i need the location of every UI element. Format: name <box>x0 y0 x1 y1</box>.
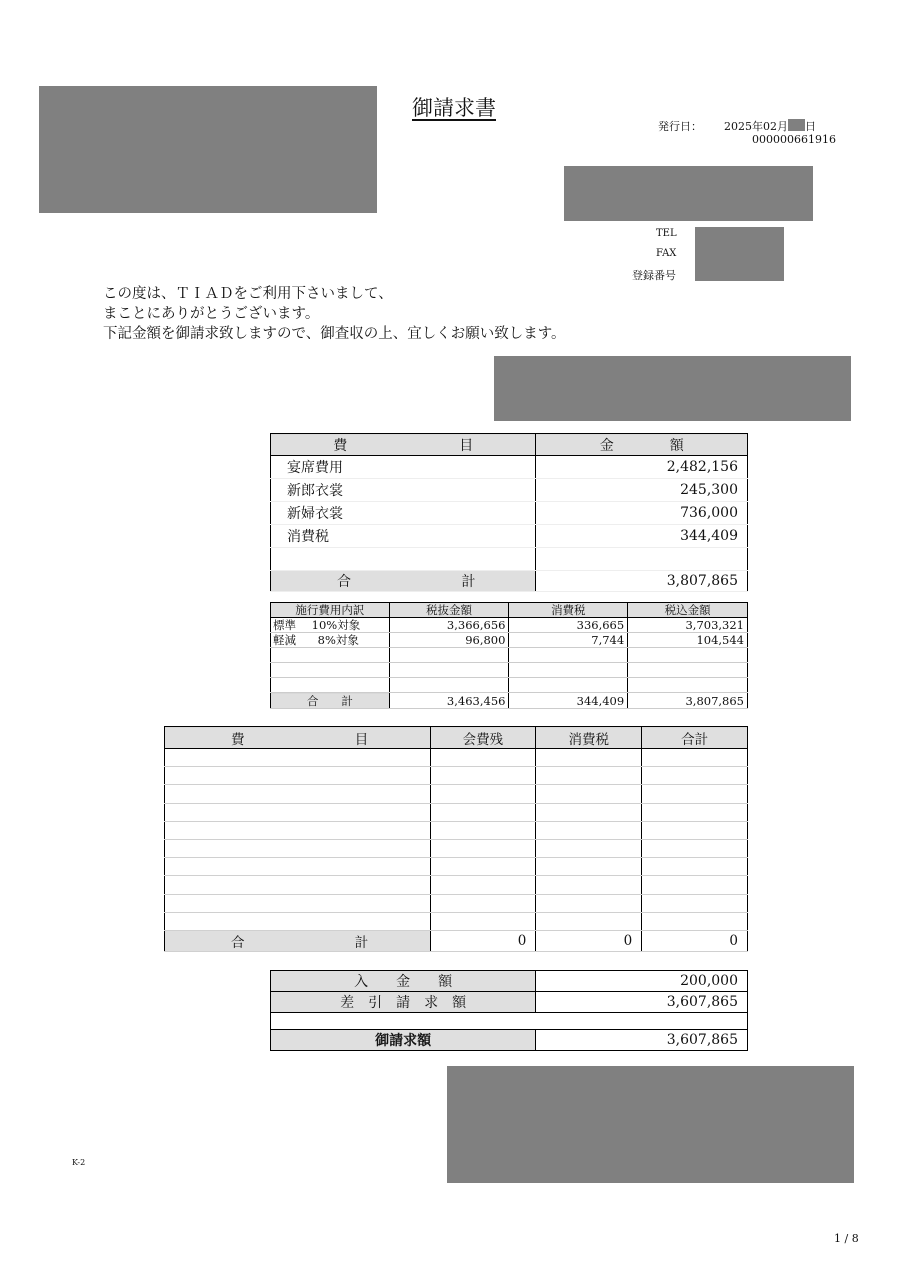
empty-cell <box>389 678 509 693</box>
fee-table-body <box>165 749 748 931</box>
tax-rate: 8%対象 <box>317 633 359 647</box>
empty-cell <box>642 749 748 767</box>
table-row <box>271 633 748 648</box>
table-row <box>165 767 748 785</box>
table-row <box>165 749 748 767</box>
breakdown-type <box>271 618 390 633</box>
greeting-text <box>103 284 566 344</box>
item-amount: 2,482,156 <box>536 456 748 479</box>
breakdown-type <box>271 633 390 648</box>
issue-date-label: 発行日： <box>658 120 702 133</box>
deposit-label: 入 金 額 <box>271 971 536 992</box>
redacted-day <box>788 119 805 131</box>
empty-cell <box>642 894 748 912</box>
empty-cell <box>628 663 748 678</box>
empty-cell <box>642 785 748 803</box>
empty-cell <box>642 839 748 857</box>
fee-total-label <box>165 930 431 951</box>
tax-breakdown-table <box>270 602 748 709</box>
empty-cell <box>271 648 390 663</box>
table-row <box>165 803 748 821</box>
table-row <box>165 876 748 894</box>
empty-cell <box>165 767 431 785</box>
redacted-event-info <box>494 356 851 421</box>
deposit-row <box>271 971 748 992</box>
table-row <box>165 821 748 839</box>
tax-type: 標準 <box>273 618 296 632</box>
col-header-balance: 会費残 <box>430 727 536 749</box>
empty-cell <box>642 821 748 839</box>
issue-date-year-month: 2025年02月 <box>724 120 788 133</box>
empty-cell <box>536 912 642 930</box>
col-header-tax: 消費税 <box>536 727 642 749</box>
empty-cell <box>642 767 748 785</box>
empty-cell <box>536 749 642 767</box>
empty-cell <box>165 749 431 767</box>
empty-cell <box>389 663 509 678</box>
empty-cell <box>536 821 642 839</box>
total-amount: 3,807,865 <box>536 571 748 592</box>
empty-cell <box>389 648 509 663</box>
invoice-label: 御請求額 <box>271 1030 536 1051</box>
total-incl: 3,807,865 <box>628 693 748 709</box>
spacer-row <box>271 1013 748 1030</box>
item-label: 宴席費用 <box>271 456 536 479</box>
total-label-2: 計 <box>461 574 476 590</box>
item-amount <box>536 548 748 571</box>
greeting-line: まことにありがとうございます。 <box>103 306 320 322</box>
empty-cell <box>430 749 536 767</box>
issue-date-suffix: 日 <box>805 120 816 133</box>
empty-cell <box>430 858 536 876</box>
item-label: 新婦衣裳 <box>271 502 536 525</box>
empty-cell <box>430 876 536 894</box>
tax-type: 軽減 <box>273 633 296 647</box>
invoice-row <box>271 1030 748 1051</box>
invoice-number: 000000661916 <box>752 133 836 146</box>
total-label-1: 合 <box>231 934 245 951</box>
items-table <box>270 433 748 592</box>
empty-cell <box>430 767 536 785</box>
empty-cell <box>536 785 642 803</box>
balance-amount: 3,607,865 <box>536 992 748 1013</box>
empty-cell <box>165 821 431 839</box>
tel-label: TEL <box>656 228 677 239</box>
table-row <box>271 548 748 571</box>
col-header-sum: 合計 <box>642 727 748 749</box>
redacted-bank-info <box>447 1066 854 1183</box>
total-row <box>165 930 748 951</box>
spacer <box>271 1013 536 1030</box>
empty-cell <box>509 678 628 693</box>
col-header-breakdown: 施行費用内訳 <box>271 603 390 618</box>
col-header-item-1: 費 <box>231 731 245 748</box>
empty-cell <box>642 858 748 876</box>
table-row <box>271 456 748 479</box>
greeting-line: 下記金額を御請求致しますので、御査収の上、宜しくお願い致します。 <box>103 326 566 342</box>
payment-summary-table <box>270 970 748 1051</box>
tax-amount: 7,744 <box>509 633 628 648</box>
deposit-amount: 200,000 <box>536 971 748 992</box>
total-tax: 0 <box>536 930 642 951</box>
empty-cell <box>536 767 642 785</box>
invoice-amount: 3,607,865 <box>536 1030 748 1051</box>
balance-row <box>271 992 748 1013</box>
col-header-amount: 金 額 <box>536 434 748 456</box>
empty-cell <box>642 803 748 821</box>
empty-cell <box>430 839 536 857</box>
empty-cell <box>165 876 431 894</box>
empty-cell <box>536 858 642 876</box>
empty-cell <box>165 839 431 857</box>
empty-cell <box>165 858 431 876</box>
item-amount: 344,409 <box>536 525 748 548</box>
excl-amount: 96,800 <box>389 633 509 648</box>
empty-cell <box>536 894 642 912</box>
col-header-item <box>165 727 431 749</box>
fax-label: FAX <box>656 248 677 259</box>
empty-cell <box>165 912 431 930</box>
table-row <box>271 663 748 678</box>
item-label <box>271 548 536 571</box>
total-label-1: 合 <box>337 574 351 590</box>
empty-cell <box>165 803 431 821</box>
total-excl: 3,463,456 <box>389 693 509 709</box>
incl-amount: 3,703,321 <box>628 618 748 633</box>
empty-cell <box>536 876 642 894</box>
registration-label: 登録番号 <box>632 269 676 282</box>
spacer <box>536 1013 748 1030</box>
empty-cell <box>536 803 642 821</box>
empty-cell <box>271 663 390 678</box>
redacted-company-name <box>564 166 813 221</box>
empty-cell <box>430 785 536 803</box>
tax-rate: 10%対象 <box>311 618 361 632</box>
breakdown-total-label: 合 計 <box>271 693 390 709</box>
item-amount: 245,300 <box>536 479 748 502</box>
table-row <box>165 912 748 930</box>
table-row <box>271 618 748 633</box>
tax-amount: 336,665 <box>509 618 628 633</box>
empty-cell <box>642 912 748 930</box>
table-row <box>271 502 748 525</box>
table-header-row <box>165 727 748 749</box>
col-header-item: 費 目 <box>271 434 536 456</box>
table-row <box>271 648 748 663</box>
empty-cell <box>642 876 748 894</box>
excl-amount: 3,366,656 <box>389 618 509 633</box>
empty-cell <box>430 803 536 821</box>
redacted-recipient-block <box>39 86 377 213</box>
empty-cell <box>165 785 431 803</box>
table-row <box>165 894 748 912</box>
footer-code: K-2 <box>72 1158 86 1167</box>
col-header-item-2: 目 <box>354 731 369 748</box>
redacted-contact-info <box>695 227 784 281</box>
total-row <box>271 693 748 709</box>
fee-table <box>164 726 748 952</box>
col-header-incl: 税込金額 <box>628 603 748 618</box>
total-tax: 344,409 <box>509 693 628 709</box>
table-row <box>165 839 748 857</box>
empty-cell <box>628 648 748 663</box>
item-label: 消費税 <box>271 525 536 548</box>
table-header-row <box>271 603 748 618</box>
table-row <box>165 858 748 876</box>
total-label <box>271 571 536 592</box>
table-row <box>165 785 748 803</box>
balance-label: 差 引 請 求 額 <box>271 992 536 1013</box>
table-header-row <box>271 434 748 456</box>
table-row <box>271 525 748 548</box>
issue-date <box>724 118 816 134</box>
empty-cell <box>430 894 536 912</box>
empty-cell <box>536 839 642 857</box>
total-row <box>271 571 748 592</box>
table-row <box>271 479 748 502</box>
col-header-excl: 税抜金額 <box>389 603 509 618</box>
empty-cell <box>165 894 431 912</box>
col-header-tax: 消費税 <box>509 603 628 618</box>
empty-cell <box>271 678 390 693</box>
empty-cell <box>430 912 536 930</box>
empty-cell <box>509 648 628 663</box>
item-label: 新郎衣裳 <box>271 479 536 502</box>
greeting-line: この度は、ＴＩＡＤをご利用下さいまして、 <box>103 286 393 302</box>
empty-cell <box>628 678 748 693</box>
page-title: 御請求書 <box>412 96 496 120</box>
empty-cell <box>430 821 536 839</box>
total-balance: 0 <box>430 930 536 951</box>
item-amount: 736,000 <box>536 502 748 525</box>
incl-amount: 104,544 <box>628 633 748 648</box>
page-number: 1 / 8 <box>834 1232 859 1245</box>
empty-cell <box>509 663 628 678</box>
total-label-2: 計 <box>354 934 369 951</box>
table-row <box>271 678 748 693</box>
total-sum: 0 <box>642 930 748 951</box>
